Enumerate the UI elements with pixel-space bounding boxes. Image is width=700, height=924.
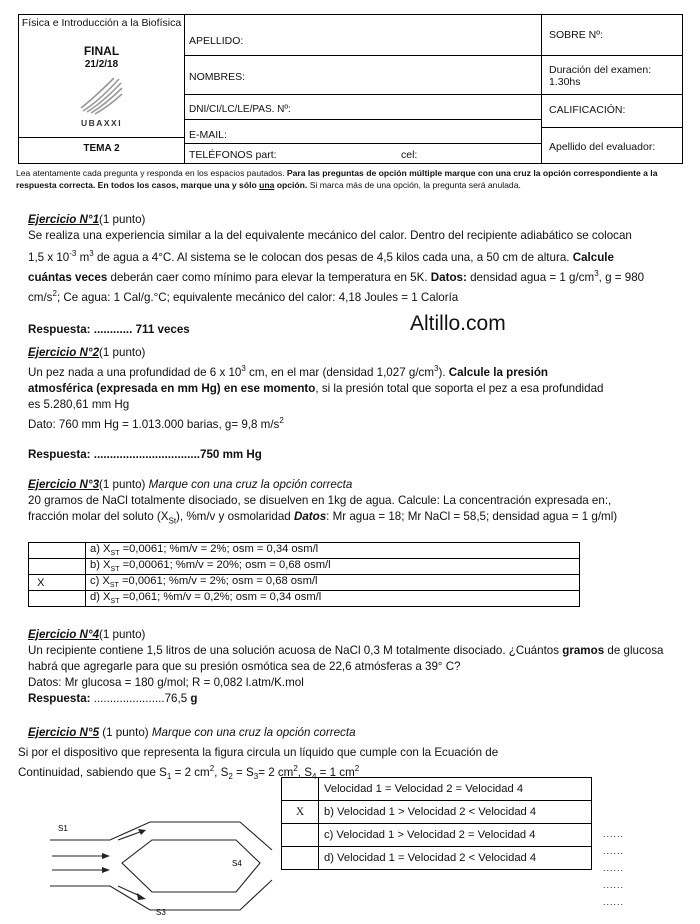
instructions-text-5: Si marca más de una opción, la pregunta será anulada.: [307, 180, 521, 190]
email-field[interactable]: E-MAIL:: [189, 129, 227, 141]
exercise-2-l1c: ).: [438, 365, 449, 379]
exercise-4-l1a: Un recipiente contiene 1,5 litros de una solución acuosa de NaCl 0,3 M totalmente disociado. ¿Cuántos: [28, 644, 563, 657]
exercise-2-l4exp: 2: [279, 415, 284, 425]
exercise-5-l2h: = 1 cm: [316, 765, 355, 779]
exercise-1-l3b: deberán caer como mínimo para elevar la temperatura en 5K.: [107, 270, 431, 284]
option-suffix: =0,061; %m/v = 0,2%; osm = 0,34 osm/l: [119, 591, 322, 604]
exercise-5-title: Ejercicio N°5: [28, 726, 100, 739]
exercise-3-l2sub: St: [168, 516, 177, 526]
option-prefix: a) X: [90, 543, 111, 556]
dots-4: ......: [603, 880, 625, 890]
exercise-5-points: (1 punto): [99, 726, 152, 739]
instructions-text-4: opción.: [274, 180, 308, 190]
exercise-5-mark-cell[interactable]: X: [282, 801, 319, 824]
logo-text: UBAXXI: [80, 118, 123, 128]
exercise-3-option-text: [86, 543, 580, 559]
exercise-3-mark-cell[interactable]: [29, 559, 86, 575]
figure-label-s3: S3: [156, 908, 166, 917]
exercise-1-l3e: , g = 980: [598, 270, 645, 284]
exercise-3-l2b: ), %m/v y osmolaridad: [176, 510, 294, 523]
exercise-3-option-text: [86, 575, 580, 591]
exercise-1-exp: -3: [69, 249, 77, 258]
instructions-text-1: Lea atentamente cada pregunta y responda en los espacios pautados.: [16, 168, 287, 178]
exercise-5-dots: [603, 826, 624, 911]
exercise-2: [28, 345, 688, 463]
exercise-1-points: (1 punto): [99, 213, 146, 226]
exercise-3-mark-cell[interactable]: [29, 543, 86, 559]
exercise-1-l3d: densidad agua = 1 g/cm: [466, 270, 595, 284]
duracion-label: Duración del examen: 1.30hs: [549, 64, 652, 88]
exercise-5-option-row[interactable]: [282, 778, 592, 801]
exercise-5-mark-cell[interactable]: [282, 824, 319, 847]
exercise-5-s2: 2: [228, 772, 233, 782]
exercise-5-mark-cell[interactable]: [282, 778, 319, 801]
figure-outer-bottom: [50, 880, 272, 910]
watermark: Altillo.com: [410, 312, 506, 335]
figure-label-s1: S1: [58, 824, 68, 833]
exam-header: [18, 14, 683, 164]
option-prefix: b) X: [90, 559, 111, 572]
exercise-4-l2: habrá que agregarle para que su presión osmótica sea de 22,6 atmósferas a 39° C?: [28, 660, 461, 673]
flow-arrow-4: [118, 886, 140, 896]
exam-type: FINAL: [83, 44, 120, 58]
exercise-5-option-row[interactable]: [282, 847, 592, 870]
exercise-4-l1b: gramos: [562, 644, 605, 657]
exercise-5-options: [281, 777, 592, 870]
ubaxxi-logo-icon: [79, 75, 123, 115]
exercise-3-mark-cell[interactable]: X: [29, 575, 86, 591]
exercise-2-answer-label: Respuesta: .................................: [28, 447, 201, 461]
exercise-1-exp2: 3: [89, 249, 94, 258]
exercise-3-l2a: fracción molar del soluto (X: [28, 510, 169, 523]
sobre-field[interactable]: SOBRE Nº:: [549, 29, 604, 41]
exercise-2-l1d: Calcule la presión: [448, 365, 548, 379]
option-subscript: ST: [109, 582, 119, 590]
celular-field[interactable]: cel:: [401, 149, 418, 161]
exercise-2-l1exp2: 3: [434, 364, 439, 373]
exercise-2-points: (1 punto): [99, 346, 146, 359]
exercise-4-l3: Datos: Mr glucosa = 180 g/mol; R = 0,082 l.atm/K.mol: [28, 676, 304, 689]
exercise-5-l2c: , S: [214, 765, 229, 779]
figure-label-s4: S4: [232, 859, 242, 868]
exercise-5-option-text: c) Velocidad 1 > Velocidad 2 = Velocidad 4: [319, 824, 592, 847]
instructions-text-2: Para las preguntas de opción múltiple marque con una cruz la opción correspondiente a la respuesta correcta. En todos los casos, marque una y sólo: [16, 168, 658, 190]
exercise-2-answer-unit: mm Hg: [222, 447, 262, 461]
dots-1: ......: [603, 829, 625, 839]
exercise-5-l2b: = 2 cm: [171, 765, 210, 779]
exercise-3-option-text: [86, 559, 580, 575]
instructions: [16, 167, 692, 191]
exercise-5-option-row[interactable]: [282, 824, 592, 847]
apellido-field[interactable]: APELLIDO:: [189, 35, 244, 47]
nombres-field[interactable]: NOMBRES:: [189, 71, 246, 83]
telefono-field[interactable]: TELÉFONOS part:: [189, 149, 277, 161]
exercise-2-l4a: Dato: 760 mm Hg = 1.013.000 barias, g= 9,8 m/s: [28, 417, 280, 431]
figure-outer-top: [50, 822, 272, 850]
exercise-2-l2b: , si la presión total que soporta el pez a esa profundidad: [315, 381, 604, 395]
exercise-4-points: (1 punto): [99, 628, 146, 641]
exercise-1-answer[interactable]: 711 veces: [135, 322, 190, 336]
option-prefix: d) X: [90, 591, 111, 604]
option-prefix: c) X: [90, 575, 110, 588]
exercise-3-title: Ejercicio N°3: [28, 478, 100, 491]
exercise-1-line-1: Se realiza una experiencia similar a la del equivalente mecánico del calor. Dentro del recipiente adiabático se colocan: [28, 229, 632, 242]
exercise-1-l2a: 1,5 x 10: [28, 250, 70, 264]
exercise-4: [28, 627, 694, 707]
exercise-5-s4: 4: [311, 772, 317, 782]
exercise-5-l2f: = 2 cm: [258, 765, 294, 779]
exercise-2-answer-value[interactable]: 750: [200, 447, 220, 461]
exercise-1: [28, 212, 688, 338]
dni-field[interactable]: DNI/CI/LC/LE/PAS. Nº:: [189, 104, 291, 115]
option-subscript: ST: [110, 566, 120, 574]
exercise-1-l3a: cuántas veces: [28, 270, 108, 284]
exercise-1-l4exp: 2: [52, 288, 57, 298]
exercise-5-e2: 2: [293, 764, 298, 773]
exercise-2-l1a: Un pez nada a una profundidad de 6 x 10: [28, 365, 242, 379]
exercise-3-l2d: : Mr agua = 18; Mr NaCl = 58,5; densidad agua = 1 g/ml): [326, 510, 618, 523]
exercise-3-l2c: Datos: [293, 510, 327, 523]
exercise-5-l2d: = S: [232, 765, 254, 779]
exercise-3-points: (1 punto): [99, 478, 149, 491]
exercise-5-option-text: d) Velocidad 1 = Velocidad 2 < Velocidad 4: [319, 847, 592, 870]
evaluador-field[interactable]: Apellido del evaluador:: [549, 141, 656, 153]
option-suffix: =0,0061; %m/v = 2%; osm = 0,68 osm/l: [118, 575, 318, 588]
exercise-5-l2g: , S: [297, 765, 312, 779]
exercise-4-answer-label: Respuesta:: [28, 692, 91, 705]
exercise-1-l3exp: 3: [594, 268, 599, 278]
exercise-5-option-row[interactable]: [282, 801, 592, 824]
exercise-2-l3: es 5.280,61 mm Hg: [28, 397, 130, 411]
exercise-5-s1: 1: [166, 772, 172, 782]
exercise-5-s3: 3: [253, 772, 259, 782]
continuity-figure: [40, 818, 280, 922]
exercise-1-l2d: Calcule: [572, 250, 614, 264]
exercise-3-option-row[interactable]: [29, 543, 580, 559]
instructions-text-3: una: [259, 180, 275, 190]
option-suffix: =0,0061; %m/v = 2%; osm = 0,34 osm/l: [119, 543, 319, 556]
dots-5: ......: [603, 897, 625, 907]
exercise-3-mark-cell[interactable]: [29, 591, 86, 607]
exercise-1-l3c: Datos:: [430, 270, 467, 284]
calificacion-field[interactable]: CALIFICACIÓN:: [549, 104, 626, 116]
option-suffix: =0,00061; %m/v = 20%; osm = 0,68 osm/l: [119, 559, 331, 572]
exercise-3-option-row[interactable]: [29, 559, 580, 575]
course-name: Física e Introducción a la Biofísica: [21, 17, 182, 29]
exercise-5-l1: Si por el dispositivo que representa la figura circula un líquido que cumple con la Ecuación de: [18, 746, 499, 759]
exercise-5-mark-cell[interactable]: [282, 847, 319, 870]
exercise-5-e3: 2: [354, 764, 360, 773]
exercise-3-options: [28, 542, 580, 607]
exercise-4-answer-dots: ......................: [90, 692, 165, 705]
exercise-2-title: Ejercicio N°2: [28, 346, 100, 359]
exercise-3-l1: 20 gramos de NaCl totalmente disociado, se disuelven en 1kg de agua. Calcule: La concentración expresada en:,: [28, 494, 612, 507]
option-subscript: ST: [110, 550, 120, 558]
exercise-1-l2b: m: [76, 250, 90, 264]
exercise-4-answer-value[interactable]: 76,5: [164, 692, 188, 705]
exercise-4-title: Ejercicio N°4: [28, 628, 100, 641]
exercise-3-option-text: [86, 591, 580, 607]
exercise-5-option-text: b) Velocidad 1 > Velocidad 2 < Velocidad 4: [319, 801, 592, 824]
exercise-5-l2a: Continuidad, sabiendo que S: [18, 765, 167, 779]
exercise-4-answer-unit: g: [190, 692, 198, 705]
option-subscript: ST: [110, 598, 120, 606]
exercise-2-l1exp: 3: [241, 364, 246, 373]
tema-label: TEMA 2: [83, 143, 120, 154]
exercise-2-l1b: cm, en el mar (densidad 1,027 g/cm: [245, 365, 434, 379]
exercise-3-option-row[interactable]: [29, 575, 580, 591]
exercise-5-option-text: Velocidad 1 = Velocidad 2 = Velocidad 4: [319, 778, 592, 801]
exercise-3-instruction: Marque con una cruz la opción correcta: [148, 478, 353, 491]
dots-3: ......: [603, 863, 625, 873]
exercise-3-option-row[interactable]: [29, 591, 580, 607]
exercise-5-e1: 2: [209, 764, 215, 773]
dots-2: ......: [603, 846, 625, 856]
exercise-2-l2a: atmosférica (expresada en mm Hg) en ese momento: [28, 381, 316, 395]
exam-date: 21/2/18: [84, 59, 119, 70]
exercise-5-instruction: Marque con una cruz la opción correcta: [151, 726, 356, 739]
exercise-1-l4b: ; Ce agua: 1 Cal/g.°C; equivalente mecánico del calor: 4,18 Joules = 1 Caloría: [56, 290, 459, 304]
exercise-1-answer-label: Respuesta: ............: [28, 322, 136, 336]
exercise-4-l1c: de glucosa: [604, 644, 664, 657]
exercise-3: [28, 477, 688, 529]
exercise-1-l4a: cm/s: [28, 290, 53, 304]
flow-arrow-3: [118, 832, 140, 840]
exercise-1-title: Ejercicio N°1: [28, 213, 100, 226]
exercise-1-l2c: de agua a 4°C. Al sistema se le colocan dos pesas de 4,5 kilos cada una, a 50 cm de altura.: [93, 250, 573, 264]
